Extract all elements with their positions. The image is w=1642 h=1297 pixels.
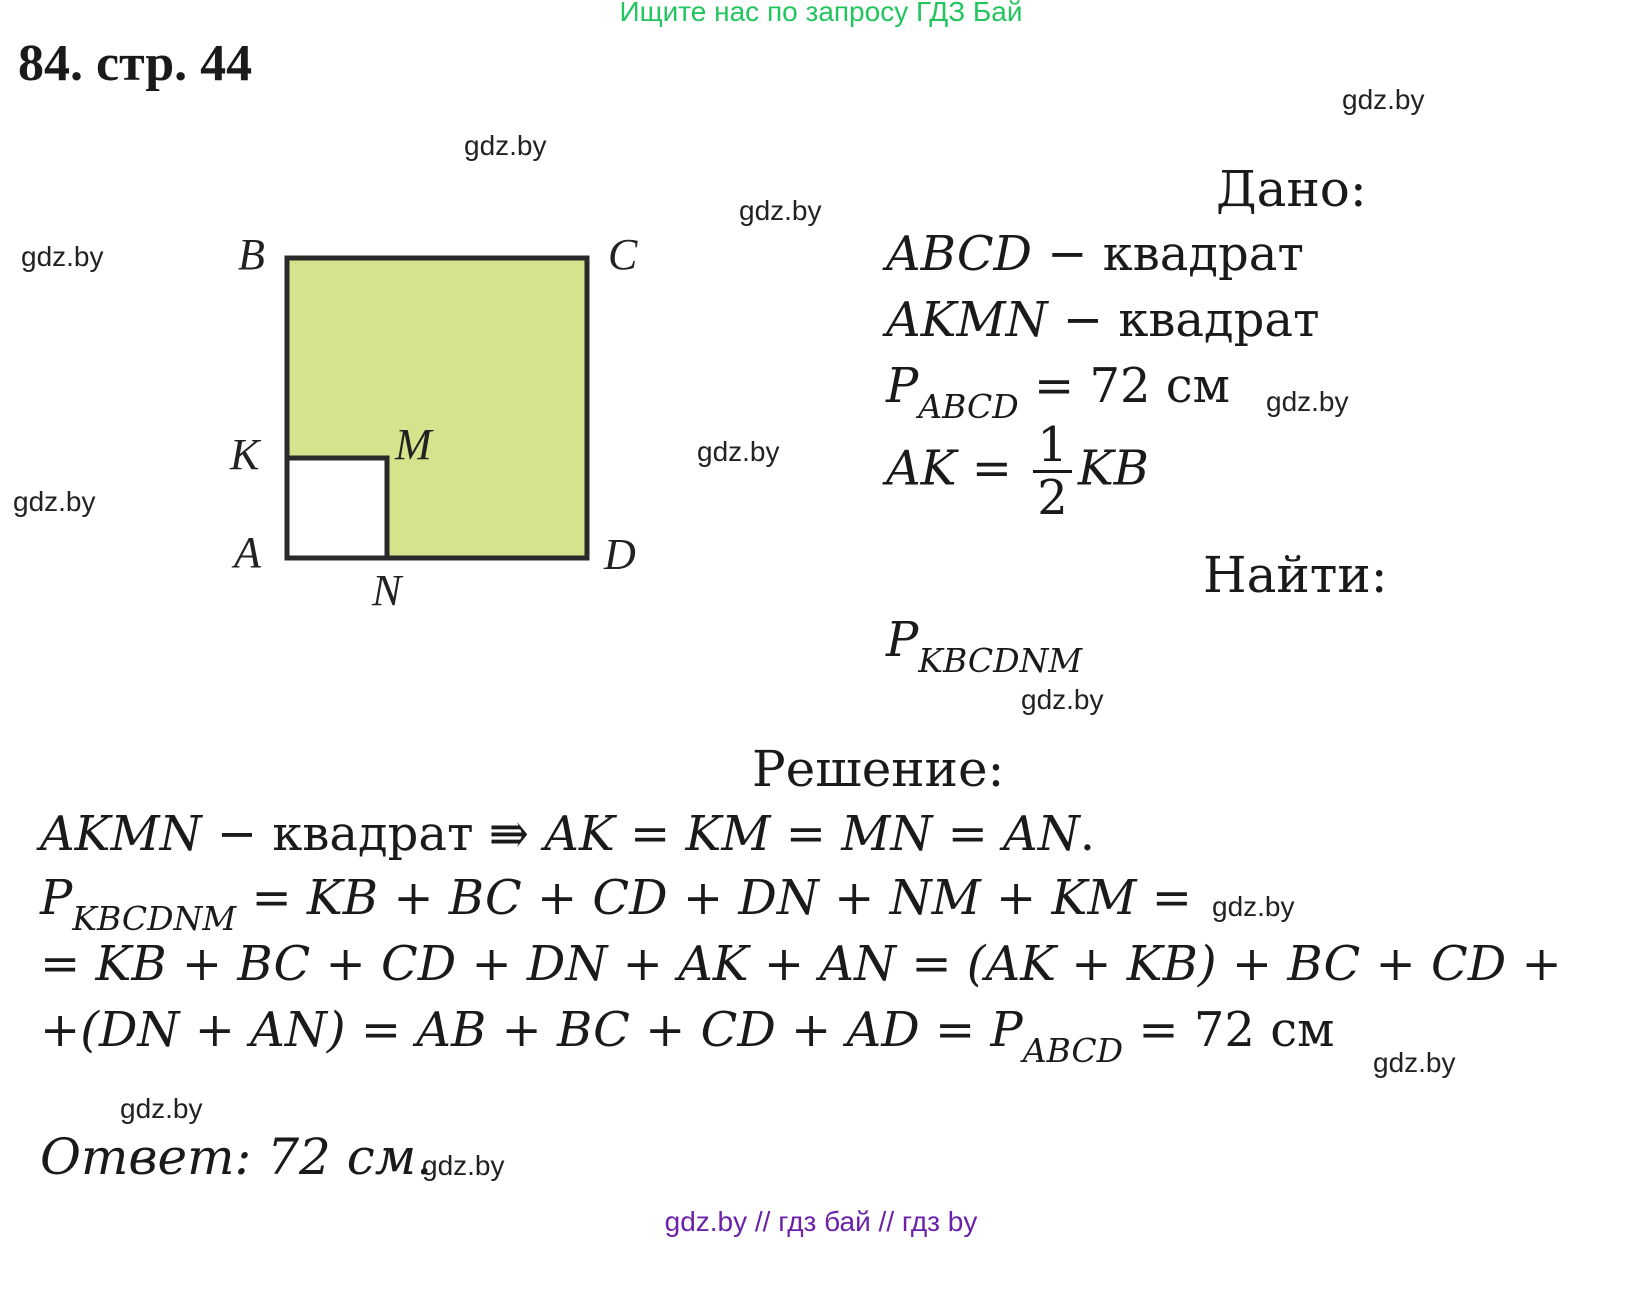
given-line-2	[886, 292, 1320, 348]
figure-name: AKMN	[886, 292, 1048, 348]
search-banner: Ищите нас по запросу ГДЗ Бай	[619, 0, 1023, 27]
solution-result: = 72 см	[1123, 1002, 1335, 1058]
perimeter-subscript: KBCDNM	[918, 641, 1083, 680]
figure-name: ABCD	[886, 226, 1033, 282]
watermark: gdz.by	[1342, 84, 1425, 115]
vertex-label-a: A	[234, 528, 261, 577]
solution-equation: +(DN + AN) = AB + BC + CD + AD =	[40, 1002, 991, 1058]
fraction-numerator: 1	[1033, 420, 1072, 473]
watermark: gdz.by	[739, 195, 822, 226]
watermark: gdz.by	[1373, 1047, 1456, 1078]
answer-text: Ответ: 72 см.	[40, 1128, 433, 1186]
given-text: = 72 см	[1018, 358, 1230, 414]
watermark: gdz.by	[1021, 684, 1104, 715]
solution-line-2	[40, 870, 1192, 938]
fraction-denominator: 2	[1037, 470, 1068, 527]
watermark: gdz.by	[1266, 386, 1349, 417]
perimeter-subscript: ABCD	[918, 387, 1019, 426]
solution-line-4	[40, 1002, 1335, 1070]
perimeter-symbol: P	[990, 1002, 1023, 1058]
find-line	[886, 612, 1083, 680]
solution-line-3: = KB + BC + CD + DN + AK + AN = (AK + KB) + BC + CD +	[40, 936, 1562, 992]
solution-text: − квадрат ⇛	[201, 806, 545, 862]
vertex-label-n: N	[372, 566, 402, 615]
squares-figure	[220, 225, 660, 625]
solution-period: .	[1079, 806, 1096, 862]
given-line-1	[886, 226, 1304, 282]
equals-sign: =	[956, 440, 1028, 497]
watermark: gdz.by	[21, 241, 104, 272]
watermark: gdz.by	[1212, 891, 1295, 922]
perimeter-symbol: P	[886, 612, 919, 668]
given-text: − квадрат	[1032, 226, 1304, 282]
perimeter-subscript: KBCDNM	[72, 899, 237, 938]
given-title: Дано:	[1216, 160, 1367, 218]
vertex-label-b: B	[238, 230, 265, 279]
figure-name: AKMN	[40, 806, 202, 862]
perimeter-subscript: ABCD	[1022, 1031, 1124, 1070]
square-akmn	[287, 458, 387, 558]
watermark: gdz.by	[464, 130, 547, 161]
solution-title: Решение:	[752, 740, 1005, 798]
segment-ak: AK	[886, 440, 957, 497]
given-text: − квадрат	[1047, 292, 1320, 348]
vertex-label-d: D	[604, 530, 636, 579]
fraction-one-half	[1033, 417, 1072, 527]
solution-equation: AK = KM = MN = AN	[544, 806, 1080, 862]
vertex-label-c: C	[608, 230, 638, 279]
watermark: gdz.by	[120, 1093, 203, 1124]
vertex-label-m: M	[395, 420, 432, 469]
solution-line-1	[40, 806, 1095, 862]
given-line-4	[886, 417, 1149, 527]
find-title: Найти:	[1203, 546, 1388, 604]
exercise-heading: 84. стр. 44	[18, 35, 253, 92]
perimeter-symbol: P	[886, 358, 919, 414]
watermark: gdz.by	[697, 436, 780, 467]
given-line-3	[886, 358, 1230, 426]
perimeter-symbol: P	[40, 870, 73, 926]
solution-equation: = KB + BC + CD + DN + NM + KM =	[236, 870, 1192, 926]
watermark: gdz.by	[422, 1150, 505, 1181]
footer-links: gdz.by // гдз бай // гдз by	[664, 1206, 978, 1237]
segment-kb: KB	[1077, 440, 1149, 497]
vertex-label-k: K	[230, 430, 260, 479]
watermark: gdz.by	[13, 486, 96, 517]
